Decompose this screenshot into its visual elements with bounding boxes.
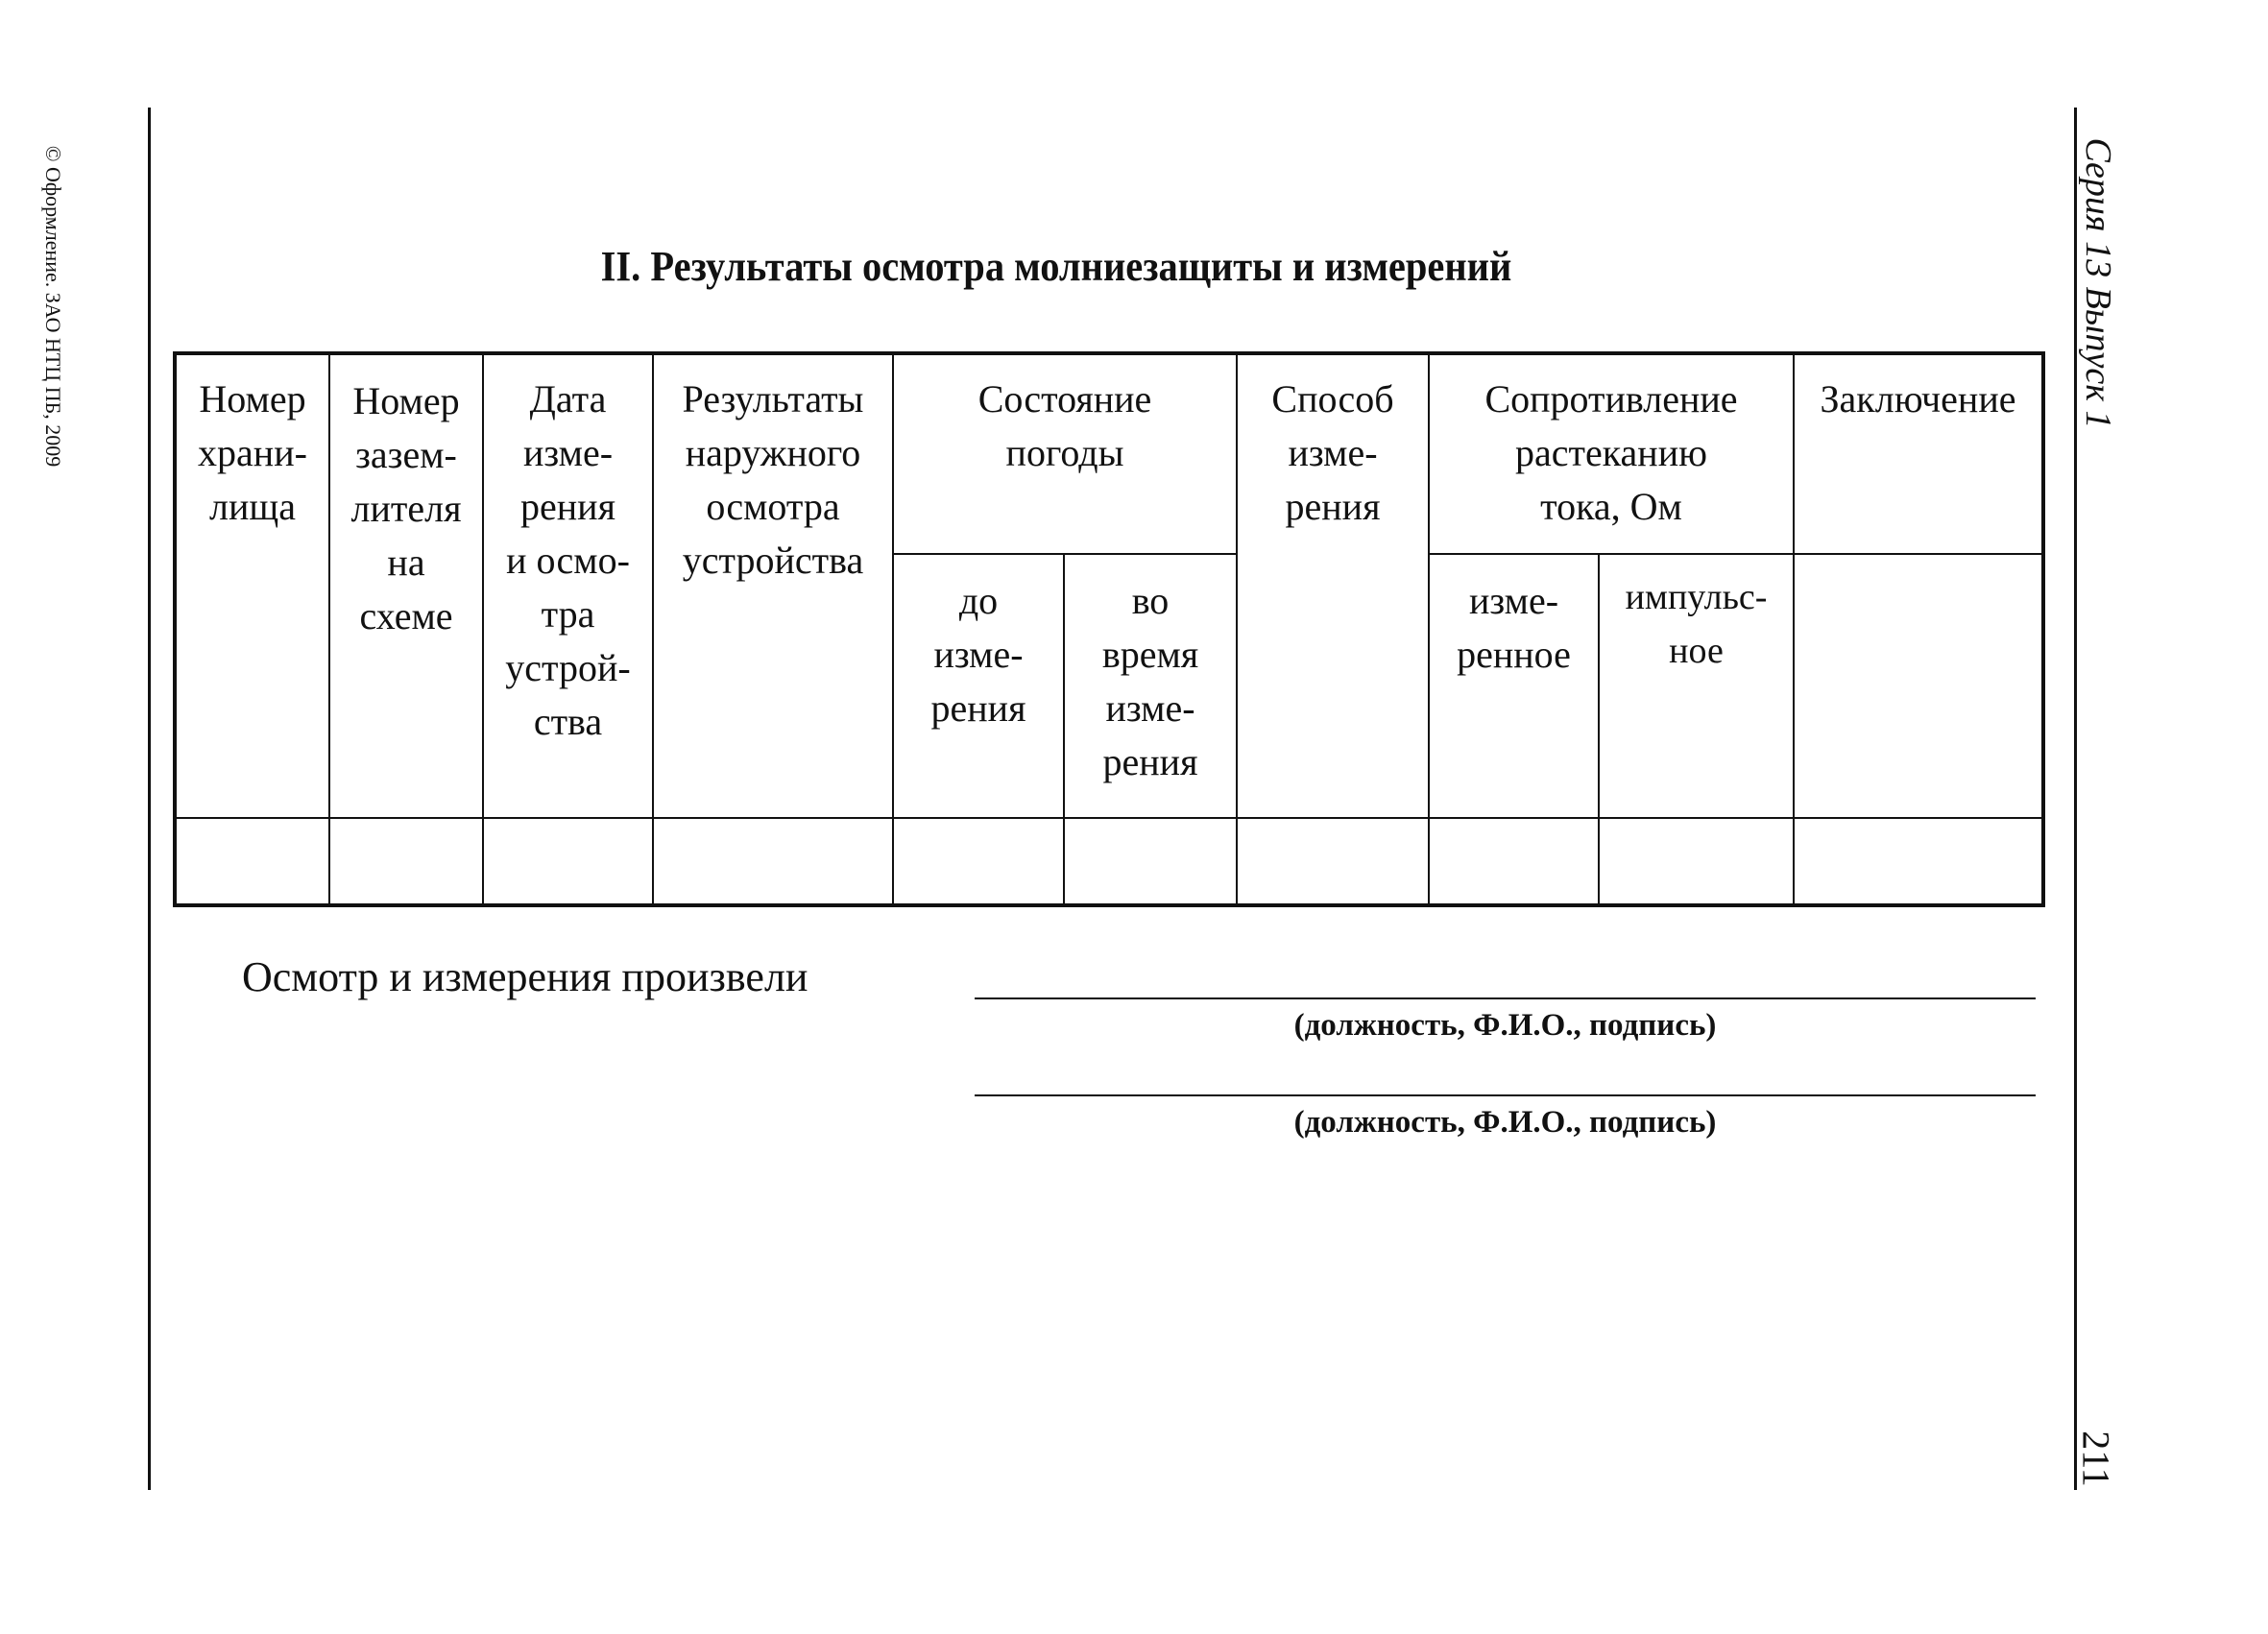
header-weather-during: во время изме- рения bbox=[1101, 579, 1199, 783]
subheader-divider bbox=[892, 553, 1238, 555]
subheader-divider bbox=[1428, 553, 2045, 555]
table-border-right bbox=[2041, 351, 2045, 907]
signature-line-2 bbox=[975, 1094, 2036, 1096]
header-grounding-number: Номер зазем- лителя на схеме bbox=[350, 379, 462, 637]
inspection-results-table bbox=[173, 351, 2045, 907]
header-resistance-impulse: импульс- ное bbox=[1625, 577, 1768, 671]
header-body-divider bbox=[173, 817, 2045, 819]
header-inspection-date: Дата изме- рения и осмо- тра устрой- ства bbox=[505, 377, 631, 743]
signature-caption-2: (должность, Ф.И.О., подпись) bbox=[1293, 1105, 1717, 1140]
inspectors-label: Осмотр и измерения произвели bbox=[242, 953, 808, 1000]
header-conclusion: Заключение bbox=[1820, 377, 2016, 421]
column-divider bbox=[1793, 351, 1795, 907]
table-border-top bbox=[173, 351, 2045, 355]
header-external-inspection-results: Результаты наружного осмотра устройства bbox=[682, 377, 864, 582]
left-margin-rule bbox=[148, 108, 151, 1490]
header-spreading-resistance: Сопротивление растеканию тока, Ом bbox=[1484, 377, 1738, 528]
table-border-bottom bbox=[173, 903, 2045, 907]
signature-line-1 bbox=[975, 997, 2036, 999]
signature-caption-1: (должность, Ф.И.О., подпись) bbox=[1293, 1008, 1717, 1043]
series-label: Серия 13 Выпуск 1 bbox=[2078, 137, 2118, 429]
copyright-note: © Оформление. ЗАО НТЦ ПБ, 2009 bbox=[41, 145, 65, 468]
page-number: 211 bbox=[2074, 1430, 2118, 1487]
page-title: II. Результаты осмотра молниезащиты и измерений bbox=[600, 243, 1512, 290]
header-measurement-method: Способ изме- рения bbox=[1271, 377, 1394, 528]
header-storage-number: Номер храни- лища bbox=[198, 377, 307, 528]
header-resistance-measured: изме- ренное bbox=[1457, 579, 1571, 676]
header-weather-before: до изме- рения bbox=[930, 579, 1026, 730]
header-weather-condition: Состояние погоды bbox=[977, 377, 1152, 474]
